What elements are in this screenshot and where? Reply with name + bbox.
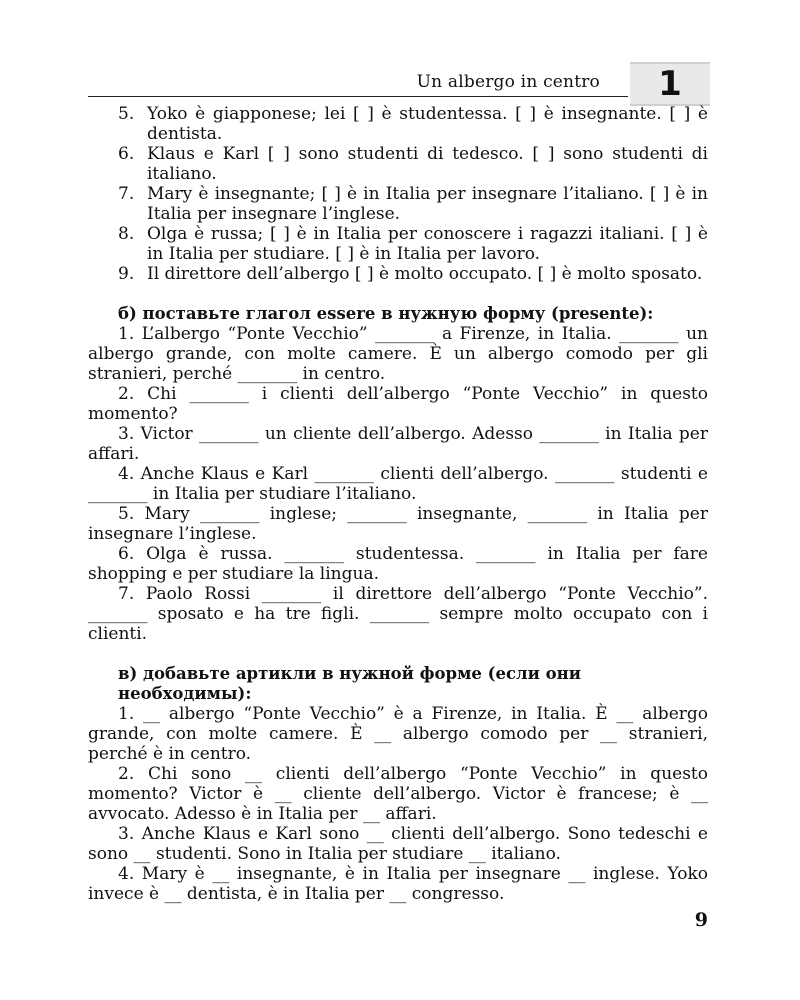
chapter-number: 1 xyxy=(658,64,682,104)
exercise-b-item: 3. Victor _______ un cliente dell’albergo. Adesso _______ in Italia per affari. xyxy=(88,424,708,464)
page-number: 9 xyxy=(694,909,708,931)
exercise-b-title: б) поставьте глагол essere в нужную форму (presente): xyxy=(118,304,654,323)
list-item: 5. Yoko è giapponese; lei [ ] è studentessa. [ ] è insegnante. [ ] è dentista. xyxy=(118,104,708,144)
list-item: 7. Mary è insegnante; [ ] è in Italia per insegnare l’italiano. [ ] è in Italia per insegnare l’inglese. xyxy=(118,184,708,224)
exercise-b-item: 2. Chi _______ i clienti dell’albergo “Ponte Vecchio” in questo momento? xyxy=(88,384,708,424)
exercise-c-item: 1. __ albergo “Ponte Vecchio” è a Firenze, in Italia. È __ albergo grande, con molte camere. È __ albergo comodo per __ stranieri, perché è in centro. xyxy=(88,704,708,764)
running-title: Un albergo in centro xyxy=(416,72,600,92)
list-item: 8. Olga è russa; [ ] è in Italia per conoscere i ragazzi italiani. [ ] è in Italia per studiare. [ ] è in Italia per lavoro. xyxy=(118,224,708,264)
exercise-a-list xyxy=(88,104,708,284)
page-content xyxy=(88,104,708,904)
exercise-b-item: 4. Anche Klaus e Karl _______ clienti dell’albergo. _______ studenti e _______ in Italia per studiare l’italiano. xyxy=(88,464,708,504)
exercise-c-item: 2. Chi sono __ clienti dell’albergo “Ponte Vecchio” in questo momento? Victor è __ cliente dell’albergo. Victor è francese; è __ avvocato. Adesso è in Italia per __ affari. xyxy=(88,764,708,824)
exercise-c-item: 3. Anche Klaus e Karl sono __ clienti dell’albergo. Sono tedeschi e sono __ studenti. Sono in Italia per studiare __ italiano. xyxy=(88,824,708,864)
list-item: 6. Klaus e Karl [ ] sono studenti di tedesco. [ ] sono studenti di italiano. xyxy=(118,144,708,184)
running-header xyxy=(88,70,628,97)
exercise-b-item: 6. Olga è russa. _______ studentessa. _______ in Italia per fare shopping e per studiare la lingua. xyxy=(88,544,708,584)
exercise-c-item: 4. Mary è __ insegnante, è in Italia per insegnare __ inglese. Yoko invece è __ dentista, è in Italia per __ congresso. xyxy=(88,864,708,904)
chapter-marker xyxy=(630,62,710,106)
exercise-b-item: 7. Paolo Rossi _______ il direttore dell’albergo “Ponte Vecchio”. _______ sposato e ha tre figli. _______ sempre molto occupato con i clienti. xyxy=(88,584,708,644)
exercise-b-item: 1. L’albergo “Ponte Vecchio” _______ a Firenze, in Italia. _______ un albergo grande, con molte camere. È un albergo comodo per gli stranieri, perché _______ in centro. xyxy=(88,324,708,384)
list-item: 9. Il direttore dell’albergo [ ] è molto occupato. [ ] è molto sposato. xyxy=(118,264,703,284)
exercise-c-title: в) добавьте артикли в нужной форме (если они необходимы): xyxy=(118,664,581,703)
exercise-b-item: 5. Mary _______ inglese; _______ insegnante, _______ in Italia per insegnare l’inglese. xyxy=(88,504,708,544)
